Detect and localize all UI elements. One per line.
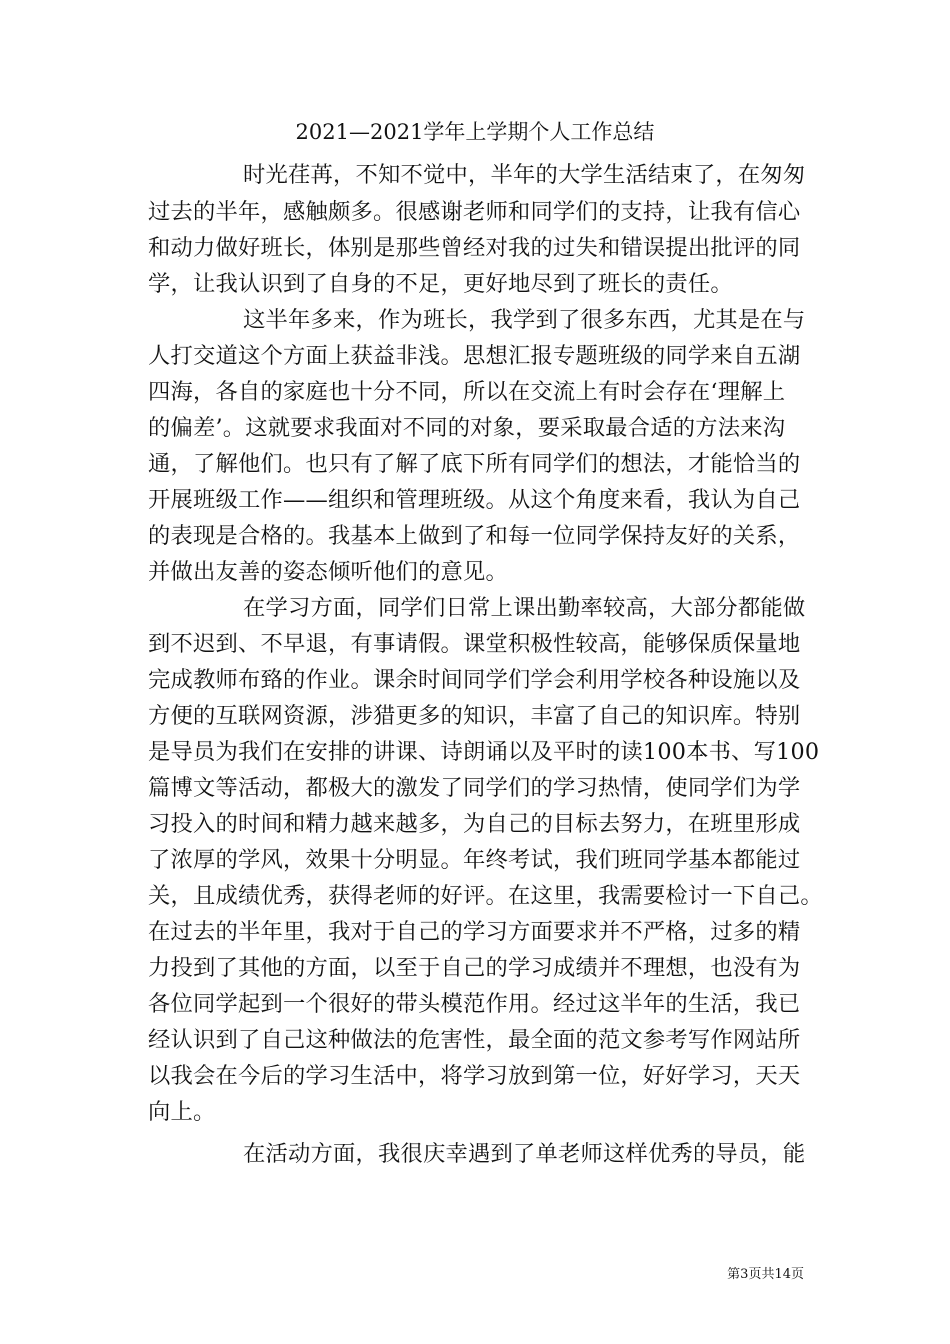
body-line: 和动力做好班长，体别是那些曾经对我的过失和错误提出批评的同 (148, 235, 801, 261)
body-line: 到不迟到、不早退，有事请假。课堂积极性较高，能够保质保量地 (148, 631, 801, 657)
body-line: 通，了解他们。也只有了解了底下所有同学们的想法，才能恰当的 (148, 451, 801, 477)
body-line: 人打交道这个方面上获益非浅。思想汇报专题班级的同学来自五湖 (148, 343, 801, 369)
body-line: 方便的互联网资源，涉猎更多的知识，丰富了自己的知识库。特别 (148, 703, 801, 729)
body-line: 向上。 (148, 1099, 216, 1125)
body-line: 开展班级工作——组织和管理班级。从这个角度来看，我认为自己 (148, 487, 801, 513)
body-line: 在学习方面，同学们日常上课出勤率较高，大部分都能做 (243, 595, 806, 621)
body-line: 完成教师布臵的作业。课余时间同学们学会利用学校各种设施以及 (148, 667, 801, 693)
body-line: 是导员为我们在安排的讲课、诗朗诵以及平时的读100本书、写100 (148, 739, 820, 765)
body-line: 的表现是合格的。我基本上做到了和每一位同学保持友好的关系， (148, 523, 801, 549)
body-line: 四海，各自的家庭也十分不同，所以在交流上有时会存在‘理解上 (148, 379, 786, 405)
body-line: 经认识到了自己这种做法的危害性，最全面的范文参考写作网站所 (148, 1027, 801, 1053)
body-line: 习投入的时间和精力越来越多，为自己的目标去努力，在班里形成 (148, 811, 801, 837)
body-line: 在过去的半年里，我对于自己的学习方面要求并不严格，过多的精 (148, 919, 801, 945)
body-line: 学，让我认识到了自身的不足，更好地尽到了班长的责任。 (148, 271, 733, 297)
body-line: 以我会在今后的学习生活中，将学习放到第一位，好好学习，天天 (148, 1063, 801, 1089)
body-line: 这半年多来，作为班长，我学到了很多东西，尤其是在与 (243, 307, 806, 333)
body-line: 的偏差’。这就要求我面对不同的对象，要采取最合适的方法来沟 (148, 415, 786, 441)
body-line: 时光荏苒，不知不觉中，半年的大学生活结束了，在匆匆 (243, 162, 806, 188)
body-line: 并做出友善的姿态倾听他们的意见。 (148, 559, 508, 585)
body-line: 篇博文等活动，都极大的激发了同学们的学习热情，使同学们为学 (148, 775, 801, 801)
body-line: 在活动方面，我很庆幸遇到了单老师这样优秀的导员，能 (243, 1141, 806, 1167)
body-line: 各位同学起到一个很好的带头模范作用。经过这半年的生活，我已 (148, 991, 801, 1017)
body-line: 了浓厚的学风，效果十分明显。年终考试，我们班同学基本都能过 (148, 847, 801, 873)
body-line: 关，且成绩优秀，获得老师的好评。在这里，我需要检讨一下自己。 (148, 883, 823, 909)
body-line: 力投到了其他的方面，以至于自己的学习成绩并不理想，也没有为 (148, 955, 801, 981)
page-number: 第3页共14页 (727, 1267, 804, 1282)
body-line: 过去的半年，感触颇多。很感谢老师和同学们的支持，让我有信心 (148, 199, 801, 225)
document-title: 2021—2021学年上学期个人工作总结 (295, 120, 655, 144)
